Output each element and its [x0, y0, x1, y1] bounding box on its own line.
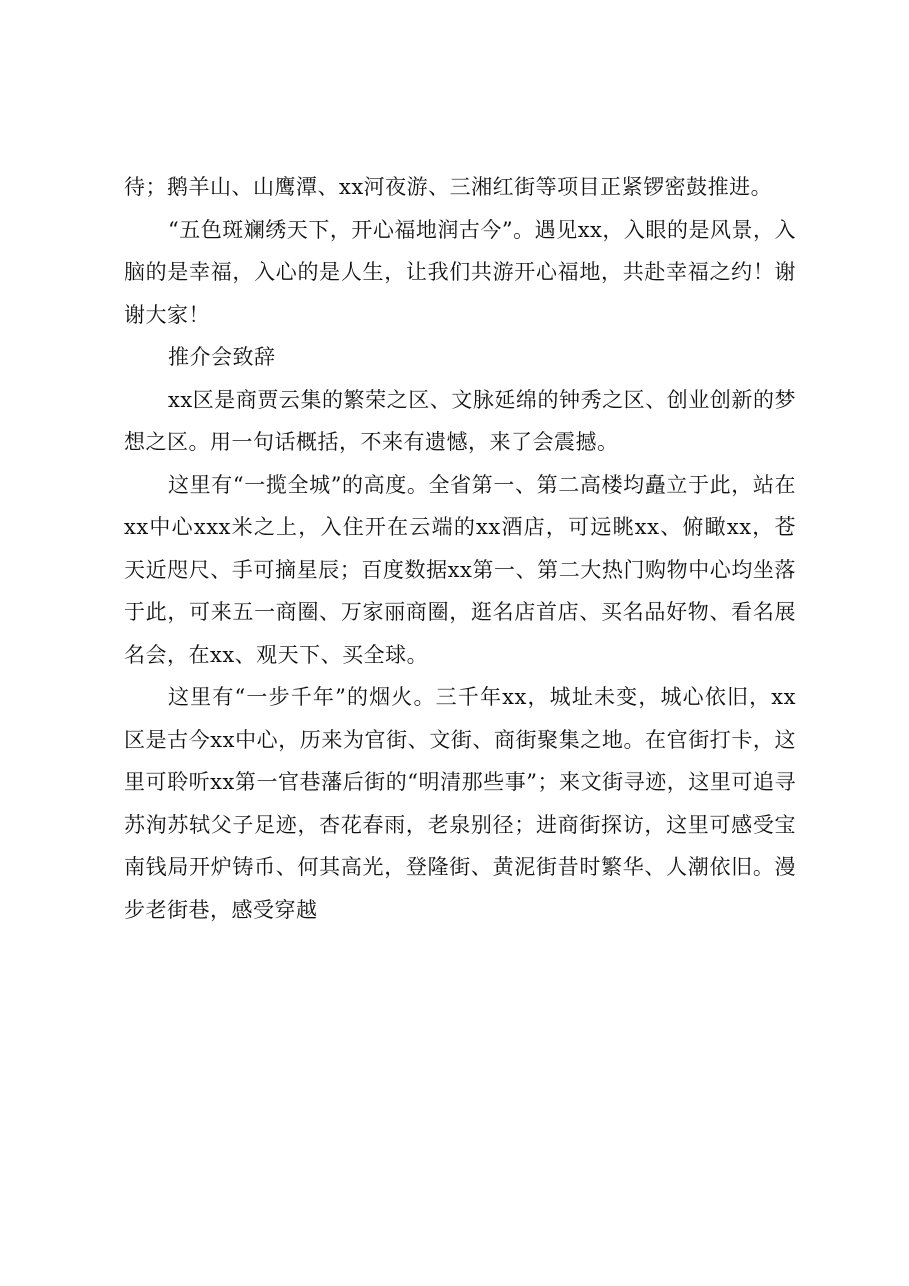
paragraph-intro: xx区是商贾云集的繁荣之区、文脉延绵的钟秀之区、创业创新的梦想之区。用一句话概括，不来有遗憾，来了会震撼。: [124, 387, 796, 454]
paragraph-closing: “五色斑斓绣天下，开心福地润古今”。遇见xx，入眼的是风景，入脑的是幸福，入心的是人生，让我们共游开心福地，共赴幸福之约！谢谢大家！: [124, 217, 796, 327]
paragraph-history: 这里有“一步千年”的烟火。三千年xx，城址未变，城心依旧，xx区是古今xx中心，历来为官街、文街、商街聚集之地。在官街打卡，这里可聆听xx第一官巷藩后街的“明清那些事”；来文街寻迹，这里可追寻苏洵苏轼父子足迹，杏花春雨，老泉别径；进商街探访，这里可感受宝南钱局开炉铸币、何其高光，登隆街、黄泥街昔时繁华、人潮依旧。漫步老街巷，感受穿越: [124, 685, 796, 922]
paragraph-continuation: 待；鹅羊山、山鹰潭、xx河夜游、三湘红街等项目正紧锣密鼓推进。: [124, 175, 773, 199]
section-heading: 推介会致辞: [168, 345, 276, 369]
paragraph-height: 这里有“一揽全城”的高度。全省第一、第二高楼均矗立于此，站在xx中心xxx米之上，入住开在云端的xx酒店，可远眺xx、俯瞰xx，苍天近咫尺、手可摘星辰；百度数据xx第一、第二大热门购物中心均坐落于此，可来五一商圈、万家丽商圈，逛名店首店、买名品好物、看名展名会，在xx、观天下、买全球。: [124, 472, 796, 667]
document-body: [124, 166, 796, 931]
